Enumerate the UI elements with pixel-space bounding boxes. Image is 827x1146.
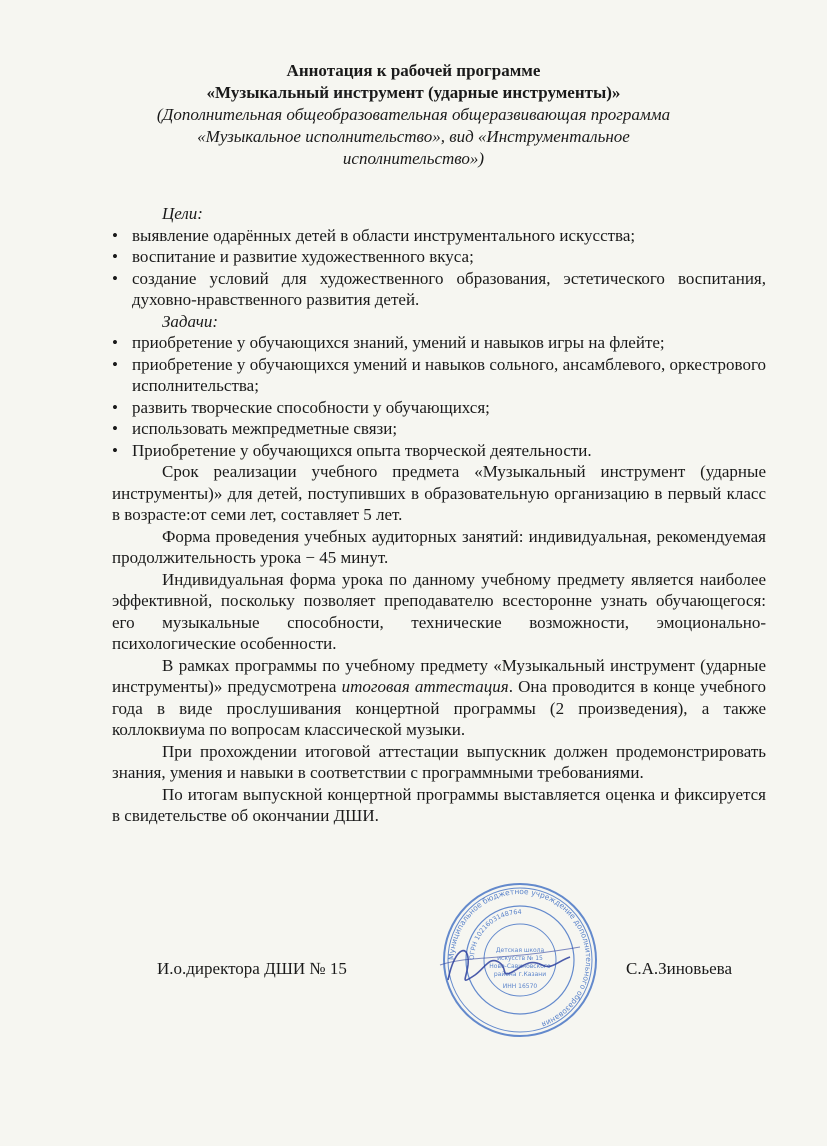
bullet-icon: •	[112, 354, 118, 374]
paragraph-certificate: По итогам выпускной концертной программы выставляется оценка и фиксируется в свидетельстве об окончании ДШИ.	[112, 784, 766, 825]
list-item: • использовать межпредметные связи;	[112, 419, 398, 438]
bullet-icon: •	[112, 333, 118, 352]
bullet-icon: •	[112, 419, 118, 438]
list-item: • приобретение у обучающихся умений и навыков сольного, ансамблевого, оркестрового исполнительства;	[112, 354, 766, 395]
document-body	[112, 203, 766, 827]
paragraph-duration: Срок реализации учебного предмета «Музыкальный инструмент (ударные инструменты)» для детей, поступивших в образовательную организацию в первый класс в возрасте:от семи лет, составляет 5 лет.	[112, 462, 766, 524]
handwritten-signature	[430, 935, 590, 995]
svg-text:ИНН 16570: ИНН 16570	[502, 983, 538, 990]
svg-text:ОГРН 1021603148764: ОГРН 1021603148764	[467, 907, 522, 961]
bullet-icon: •	[112, 397, 118, 417]
list-item: • выявление одарённых детей в области инструментального искусства;	[112, 225, 636, 245]
bullet-icon: •	[112, 268, 118, 288]
signatory-name: С.А.Зиновьева	[625, 959, 732, 978]
paragraph-attestation: В рамках программы по учебному предмету «Музыкальный инструмент (ударные инструменты)» предусмотрена итоговая аттестация. Она проводится в конце учебного года в виде прослушивания концертной программы (2 произведения), а также коллоквиума по вопросам классической музыки.	[112, 655, 766, 739]
document-title: Аннотация к рабочей программе	[286, 61, 541, 80]
subtitle-line-1: (Дополнительная общеобразовательная общеразвивающая программа	[156, 105, 671, 124]
bullet-icon: •	[112, 225, 118, 245]
svg-text:Детская школа: Детская школа	[495, 947, 545, 954]
svg-text:Ново-Савиновского: Ново-Савиновского	[489, 963, 551, 970]
paragraph-lesson-form: Форма проведения учебных аудиторных занятий: индивидуальная, рекомендуемая продолжительность урока − 45 минут.	[112, 526, 766, 567]
bullet-icon: •	[112, 440, 118, 460]
list-item: • приобретение у обучающихся знаний, умений и навыков игры на флейте;	[112, 333, 665, 352]
list-item: • создание условий для художественного образования, эстетического воспитания, духовно-нравственного развития детей.	[112, 268, 766, 309]
tasks-label: Задачи:	[162, 311, 219, 331]
list-item: • Приобретение у обучающихся опыта творческой деятельности.	[112, 440, 592, 460]
subtitle-line-2: «Музыкальное исполнительство», вид «Инструментальное	[197, 127, 630, 146]
bullet-icon: •	[112, 247, 118, 266]
program-name: «Музыкальный инструмент (ударные инструменты)»	[206, 83, 621, 102]
svg-text:Муниципальное бюджетное учрежд: Муниципальное бюджетное учреждение дополнительного образования	[446, 886, 594, 1030]
list-item: • воспитание и развитие художественного вкуса;	[112, 247, 474, 266]
signatory-position: И.о.директора ДШИ № 15	[157, 959, 347, 978]
svg-text:района г.Казани: района г.Казани	[493, 971, 547, 978]
goals-label: Цели:	[162, 204, 203, 223]
paragraph-requirements: При прохождении итоговой аттестации выпускник должен продемонстрировать знания, умения и навыки в соответствии с программными требованиями.	[112, 741, 766, 782]
emphasis-final-attestation: итоговая аттестация	[341, 677, 509, 696]
title-block	[0, 60, 827, 170]
paragraph-individual-form: Индивидуальная форма урока по данному учебному предмету является наиболее эффективной, поскольку позволяет преподавателю всесторонне узнать обучающегося: его музыкальные способности, технические возможности, эмоционально-психологические особенности.	[112, 569, 766, 653]
list-item: • развить творческие способности у обучающихся;	[112, 397, 490, 417]
subtitle-line-3: исполнительство»)	[342, 149, 485, 168]
svg-text:искусств № 15: искусств № 15	[497, 955, 543, 962]
